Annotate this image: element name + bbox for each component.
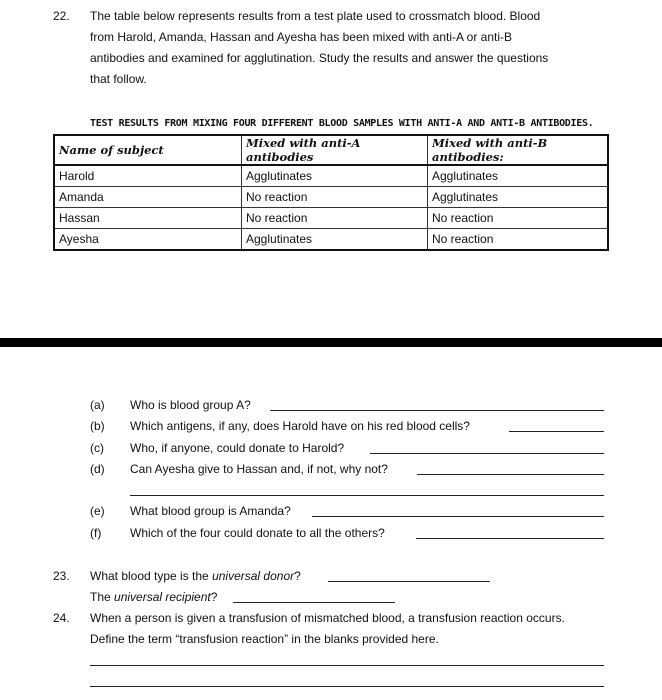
- answer-blank[interactable]: [90, 686, 604, 687]
- answer-blank[interactable]: [233, 602, 395, 603]
- cell-anti-a: No reaction: [242, 187, 428, 208]
- part-question: Can Ayesha give to Hassan and, if not, why not?: [130, 462, 388, 476]
- results-table: [53, 134, 609, 251]
- table-row: [54, 165, 608, 187]
- answer-blank[interactable]: [312, 516, 604, 517]
- part-label: (a): [90, 398, 105, 412]
- text-fragment: What blood type is the: [90, 569, 213, 583]
- part-question: What blood group is Amanda?: [130, 504, 291, 518]
- answer-blank[interactable]: [270, 410, 604, 411]
- table-caption: TEST RESULTS FROM MIXING FOUR DIFFERENT BLOOD SAMPLES WITH ANTI-A AND ANTI-B ANTIBODIES.: [90, 118, 594, 129]
- text-emphasis: universal recipient: [114, 590, 211, 604]
- question-text-line: [90, 569, 301, 583]
- question-text-line: The table below represents results from a test plate used to crossmatch blood. Blood: [90, 9, 541, 23]
- answer-blank[interactable]: [370, 453, 604, 454]
- part-label: (f): [90, 526, 102, 540]
- part-label: (c): [90, 441, 104, 455]
- worksheet-page-2: [0, 347, 662, 700]
- header-name-of-subject: Name of subject: [54, 135, 242, 165]
- table-header-row: [54, 135, 608, 165]
- part-question: Which antigens, if any, does Harold have on his red blood cells?: [130, 419, 470, 433]
- answer-blank[interactable]: [130, 495, 604, 496]
- cell-subject: Ayesha: [54, 229, 242, 251]
- text-fragment: ?: [294, 569, 301, 583]
- header-anti-a: Mixed with anti-A antibodies: [242, 135, 428, 165]
- question-number: 22.: [53, 9, 70, 23]
- question-number: 24.: [53, 611, 70, 625]
- part-question: Who is blood group A?: [130, 398, 251, 412]
- question-text-line: [90, 590, 217, 604]
- cell-anti-b: Agglutinates: [428, 165, 609, 187]
- text-fragment: The: [90, 590, 115, 604]
- cell-anti-b: Agglutinates: [428, 187, 609, 208]
- cell-anti-a: Agglutinates: [242, 229, 428, 251]
- table-row: [54, 229, 608, 251]
- part-question: Which of the four could donate to all the others?: [130, 526, 385, 540]
- text-fragment: ?: [210, 590, 218, 604]
- worksheet-page-1: [0, 0, 662, 338]
- cell-anti-a: Agglutinates: [242, 165, 428, 187]
- question-text-line: antibodies and examined for agglutination. Study the results and answer the questions: [90, 51, 549, 65]
- table-row: [54, 187, 608, 208]
- cell-subject: Hassan: [54, 208, 242, 229]
- part-label: (e): [90, 504, 105, 518]
- text-emphasis: universal donor: [212, 569, 295, 583]
- cell-subject: Harold: [54, 165, 242, 187]
- answer-blank[interactable]: [509, 431, 604, 432]
- cell-subject: Amanda: [54, 187, 242, 208]
- cell-anti-b: No reaction: [428, 208, 609, 229]
- question-number: 23.: [53, 569, 70, 583]
- part-question: Who, if anyone, could donate to Harold?: [130, 441, 345, 455]
- cell-anti-b: No reaction: [428, 229, 609, 251]
- answer-blank[interactable]: [416, 538, 604, 539]
- header-anti-b: Mixed with anti-B antibodies:: [428, 135, 609, 165]
- cell-anti-a: No reaction: [242, 208, 428, 229]
- question-text-line: from Harold, Amanda, Hassan and Ayesha has been mixed with anti-A or anti-B: [90, 30, 513, 44]
- table-row: [54, 208, 608, 229]
- question-text-line: that follow.: [90, 72, 147, 86]
- part-label: (b): [90, 419, 105, 433]
- part-label: (d): [90, 462, 105, 476]
- question-text-line: When a person is given a transfusion of mismatched blood, a transfusion reaction occurs.: [90, 611, 565, 625]
- answer-blank[interactable]: [328, 581, 490, 582]
- question-text-line: Define the term “transfusion reaction” in the blanks provided here.: [90, 632, 439, 646]
- answer-blank[interactable]: [90, 665, 604, 666]
- answer-blank[interactable]: [417, 474, 604, 475]
